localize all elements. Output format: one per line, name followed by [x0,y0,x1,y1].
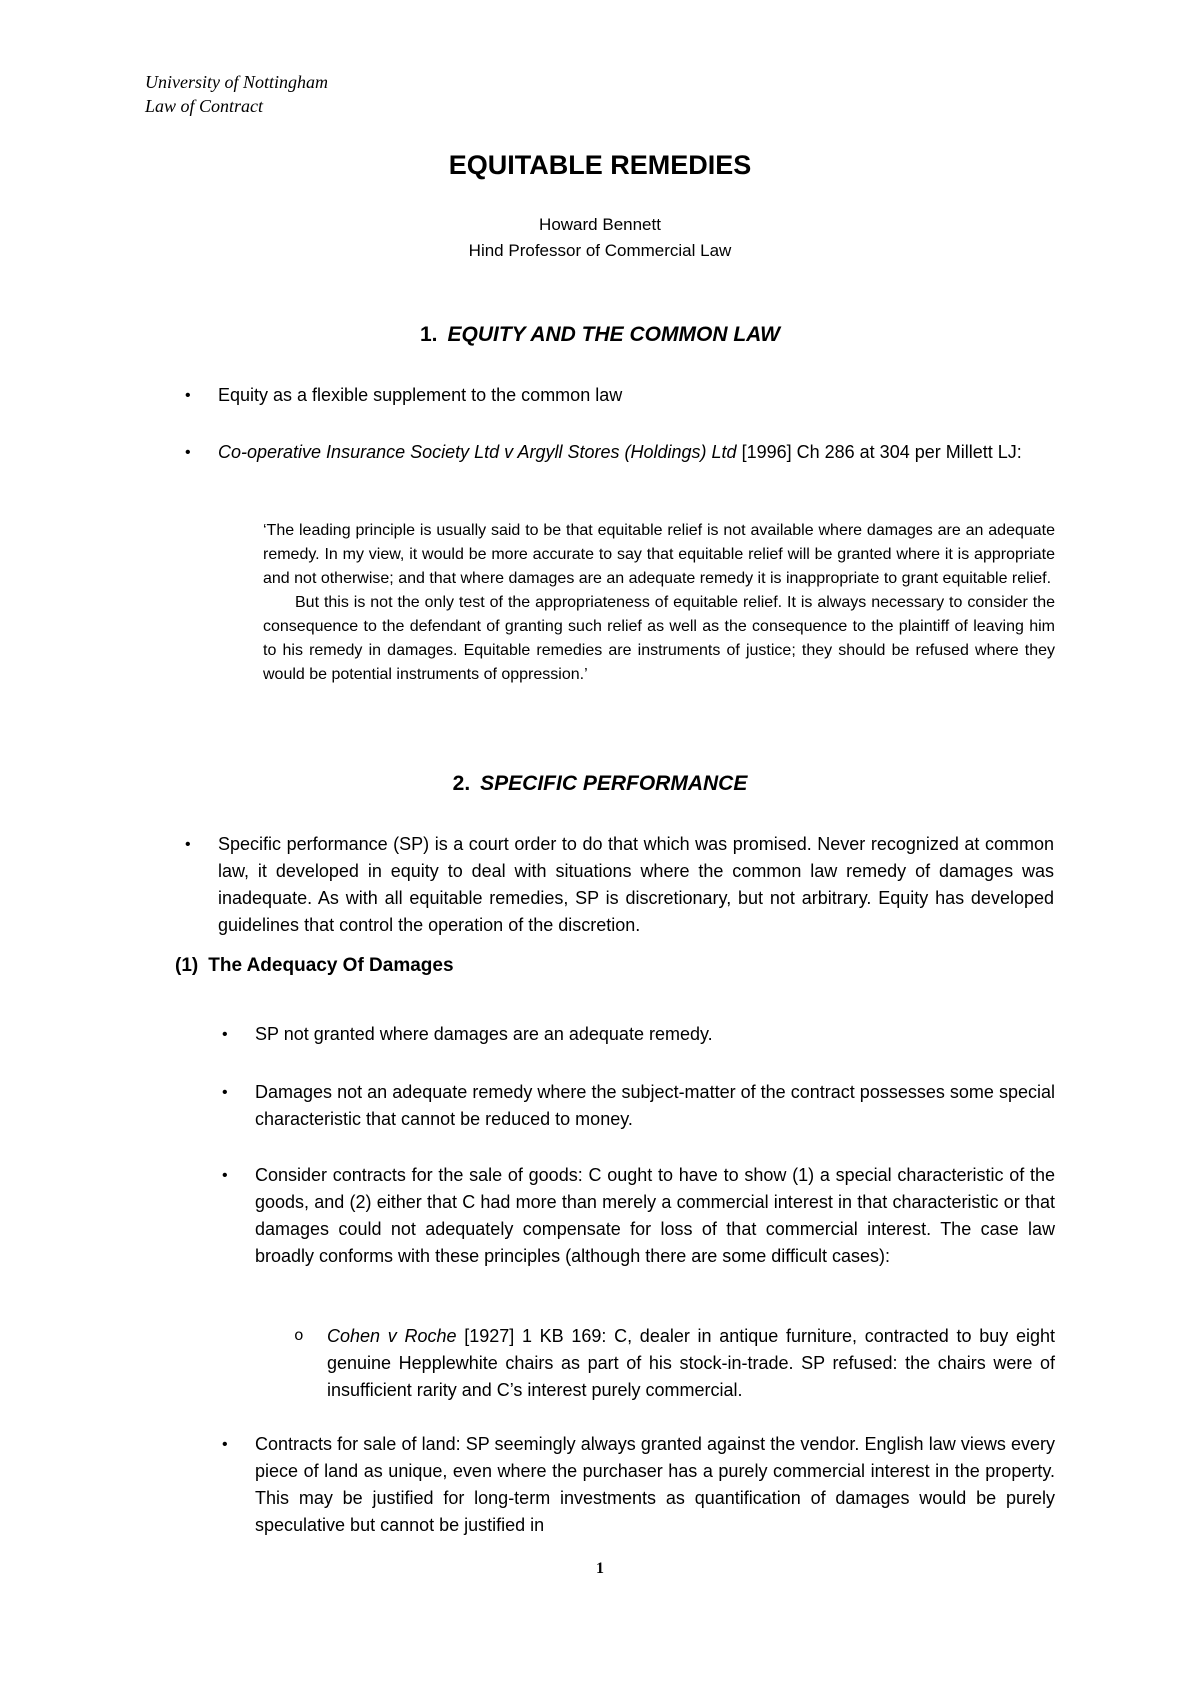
quote-paragraph-2: But this is not the only test of the appropriateness of equitable relief. It is always necessary to consider the consequence to the defendant of granting such relief as well as the consequence to the plaintiff of leaving him to his remedy in damages. Equitable remedies are instruments of justice; they should be refused where they would be potential instruments of oppression.’ [263,594,1055,683]
section-1-number: 1. [419,323,438,346]
section-2-bullet-sp-definition: • Specific performance (SP) is a court order to do that which was promised. Never recognized at common law, it developed in equity to deal with situations where the common law remedy of damages was inadequate. As with all equitable remedies, SP is discretionary, but not arbitrary. Equity has developed guidelines that control the operation of the discretion. [218,831,1054,939]
adequacy-bullet-3: • Consider contracts for the sale of goods: C ought to have to show (1) a special characteristic of the goods, and (2) either that C had more than merely a commercial interest in that characteristic or that damages could not adequately compensate for loss of that commercial interest. The case law broadly conforms with these principles (although there are some difficult cases): [255,1162,1055,1270]
page-number: 1 [596,1560,604,1577]
adequacy-bullet-2: • Damages not an adequate remedy where the subject-matter of the contract possesses some special characteristic that cannot be reduced to money. [255,1079,1055,1133]
subsection-1-number: (1) [175,955,199,976]
quote-paragraph-1: ‘The leading principle is usually said to be that equitable relief is not available where damages are an adequate remedy. In my view, it would be more accurate to say that equitable relief will be granted where it is appropriate and not otherwise; and that where damages are an adequate remedy it is inappropriate to grant equitable relief. [263,522,1055,587]
section-1-heading [0,323,1200,347]
subsection-1-title: The Adequacy Of Damages [208,955,454,976]
section-2-title: SPECIFIC PERFORMANCE [480,772,748,795]
header-university: University of Nottingham [145,72,328,92]
case-name: Co-operative Insurance Society Ltd v Argyll Stores (Holdings) Ltd [218,442,737,462]
section-1-title: EQUITY AND THE COMMON LAW [447,323,780,346]
header-course: Law of Contract [145,96,264,116]
section-1-bullet-case [218,439,1054,466]
document-title: EQUITABLE REMEDIES [448,150,752,180]
millett-quote [263,519,1055,687]
author-block [0,212,1200,264]
case-citation: [1996] Ch 286 at 304 per Millett LJ: [736,442,1022,462]
section-1-bullet-equity: • Equity as a flexible supplement to the common law [218,382,1054,409]
cohen-v-roche-item [327,1323,1055,1404]
adequacy-bullet-1: • SP not granted where damages are an adequate remedy. [255,1021,1055,1048]
section-2-number: 2. [452,772,471,795]
running-header [145,70,328,118]
subsection-1-heading [175,955,454,977]
cohen-case-text: [1927] 1 KB 169: C, dealer in antique furniture, contracted to buy eight genuine Hepplewhite chairs as part of his stock-in-trade. SP refused: the chairs were of insufficient rarity and C’s interest purely commercial. [327,1326,1055,1400]
adequacy-bullet-4: • Contracts for sale of land: SP seemingly always granted against the vendor. English law views every piece of land as unique, even where the purchaser has a purely commercial interest in the property. This may be justified for long-term investments as quantification of damages would be purely speculative but cannot be justified in [255,1431,1055,1539]
cohen-case-name: Cohen v Roche [327,1326,457,1346]
section-2-heading [0,772,1200,796]
author-name: Howard Bennett [539,215,661,234]
author-position: Hind Professor of Commercial Law [468,241,732,260]
